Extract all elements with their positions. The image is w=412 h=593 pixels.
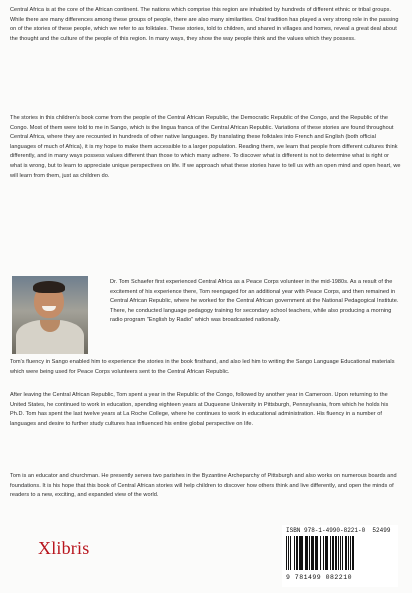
intro-paragraph-1: Central Africa is at the core of the African continent. The nations which comprise this region are inhabited by hundreds of different ethnic or tribal groups. While there are many differences among these groups of people, there are also many similarities. Oral tradition has played a very strong role in the passing on of the stories of these people, which we refer to as folktales. These stories, told to children, and shared in villages and homes, reveal a great deal about the thought and the culture of the people of this region. In many ways, they show the way people think and the values which they possess. [10,7,399,42]
isbn-number: 9 781499 082210 [286,574,353,581]
price-code: 52499 [372,527,391,534]
isbn-barcode [282,525,398,587]
author-photo [12,276,88,354]
intro-paragraph-2: The stories in this children's book come from the people of the Central African Republic, the Democratic Republic of the Congo, and the Republic of the Congo. Most of them were told to me in Sango, which is the lingua franca of the Central African Republic. Variations of these stories are found throughout Central Africa, where they are recounted in hundreds of other native languages. By translating these folktales into French and English (both official languages of much of Africa), it is my hope to make them accessible to a larger population. Reading them, we learn that people from different cultures think differently, and in many ways possess values different than those to which many adhere. To discover what is different is not to determine what is right or what is wrong, but to learn to appreciate unique perspectives on life. If we approach what these stories have to tell us with an open mind and open heart, we will learn from them, just as children do. [10,115,401,179]
author-bio-paragraph-2: Tom's fluency in Sango enabled him to experience the stories in the book firsthand, and also led him to writing the Sango Language Educational materials which were being used for Peace Corps volunteers sent to the Central African Republic. [10,359,395,375]
isbn-top-line [286,527,396,534]
author-bio-paragraph-3: After leaving the Central African Republic, Tom spent a year in the Republic of the Congo, followed by another year in Cameroon. Upon returning to the United States, he continued to work in education, spending eighteen years at Duquesne University in Pittsburgh, Pennsylvania, from which he holds his Ph.D. Tom has spent the last twelve years at La Roche College, where he continues to work in educational administration. His fluency in a number of languages and desire to further study cultures has influenced his entire global perspective on life. [10,392,389,427]
barcode-bar [354,536,355,570]
publisher-logo: Xlibris [38,538,90,558]
author-bio-paragraph-1: Dr. Tom Schaefer first experienced Central Africa as a Peace Corps volunteer in the mid-1980s. As a result of the excitement of his experience there, Tom reengaged for an additional year with Peace Corps, and then remained in Central African Republic, where he worked for the Central African government at the National Pedagogical Institute. There, he conducted language pedagogy training for secondary school teachers, while also producing a morning radio program "English by Radio" which was broadcasted nationally. [110,279,399,324]
isbn-text: ISBN 978-1-4990-8221-0 [286,527,366,534]
barcode-bars [286,536,392,574]
author-bio-paragraph-4: Tom is an educator and churchman. He presently serves two parishes in the Byzantine Archeparchy of Pittsburgh and also works on numerous boards and foundations. It is his hope that this book of Central African stories will help children to discover how others think and live differently, and open the minds of readers to a new, exciting, and expanded view of the world. [10,473,397,499]
